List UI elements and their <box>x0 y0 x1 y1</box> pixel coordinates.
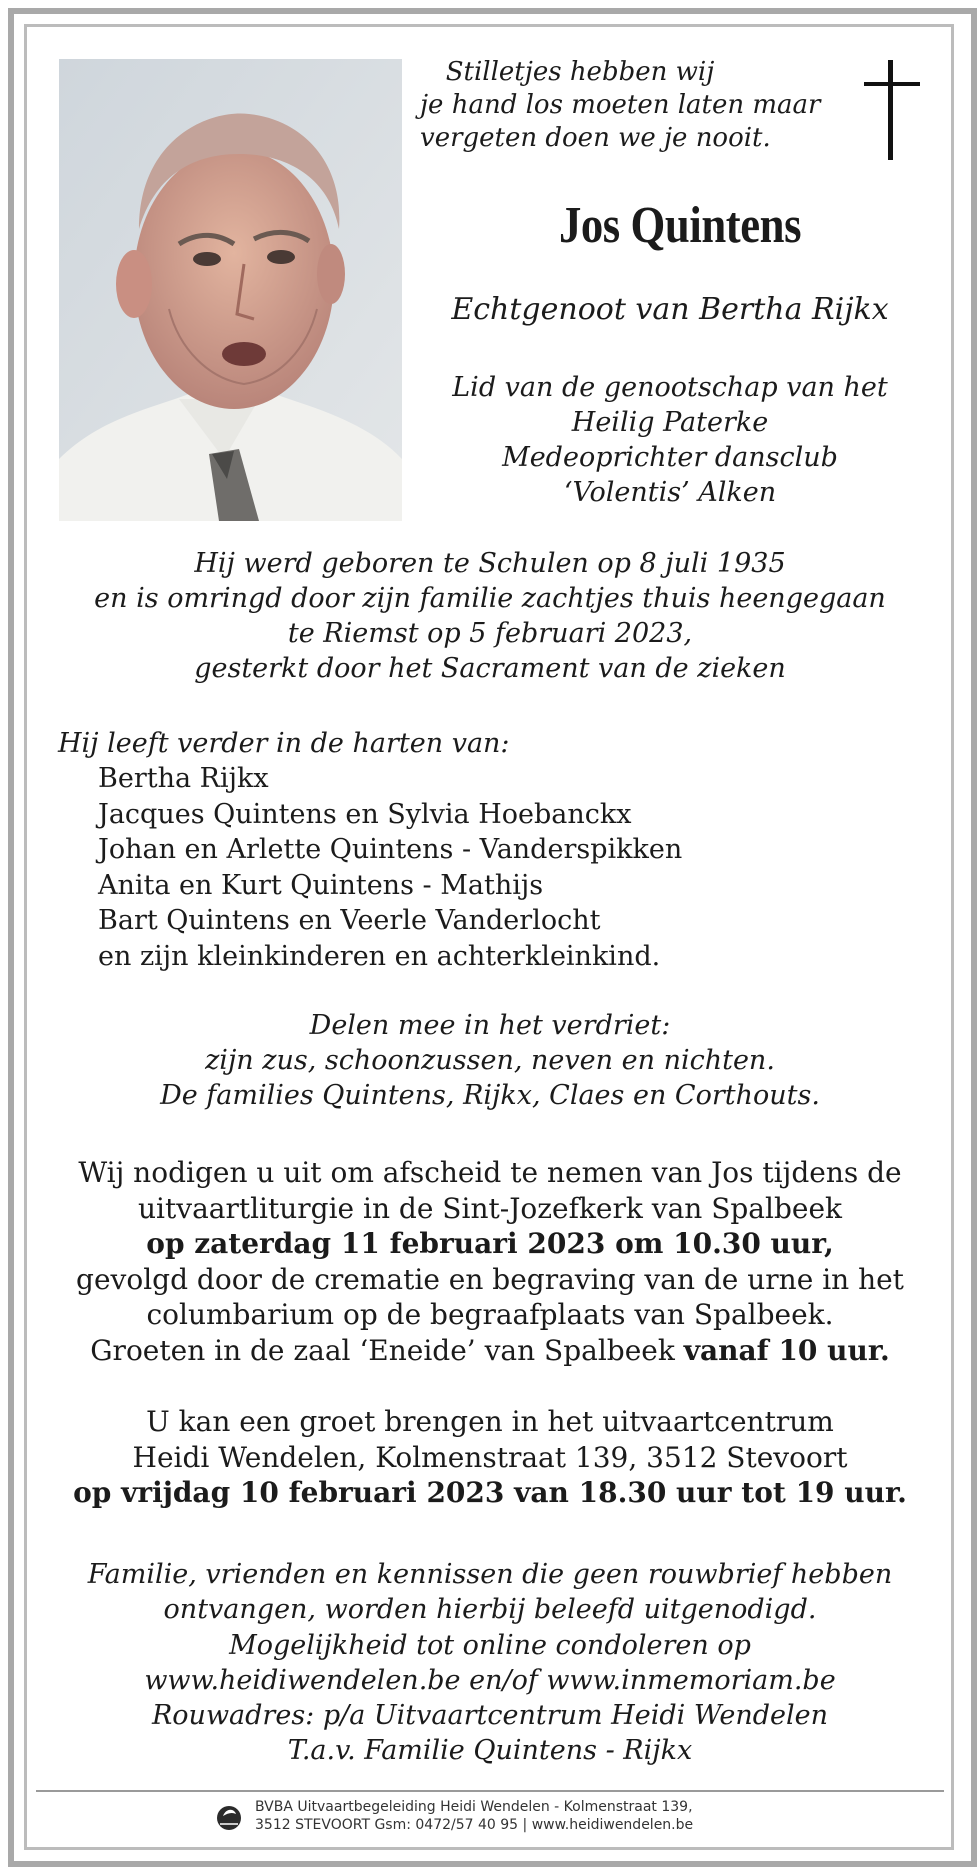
cross-icon <box>864 60 920 160</box>
birth-death-line: gesterkt door het Sacrament van de zieken <box>194 653 786 684</box>
funeral-date: op zaterdag 11 februari 2023 om 10.30 uur, <box>146 1227 834 1260</box>
closing-line: Mogelijkheid tot online condoleren op <box>229 1629 751 1661</box>
greeting-text: Groeten in de zaal ‘Eneide’ van Spalbeek <box>90 1333 684 1367</box>
birth-death-line: Hij werd geboren te Schulen op 8 juli 1935 <box>194 548 786 579</box>
survivor-name: Johan en Arlette Quintens - Vanderspikken <box>98 834 683 865</box>
greeting-time: vanaf 10 uur. <box>683 1333 890 1367</box>
membership-line: Heilig Paterke <box>571 407 769 438</box>
sharing-grief <box>60 1008 920 1113</box>
membership-line: ‘Volentis’ Alken <box>563 477 777 508</box>
visitation-line: Heidi Wendelen, Kolmenstraat 139, 3512 Stevoort <box>132 1440 848 1474</box>
sharing-line: De families Quintens, Rijkx, Claes en Corthouts. <box>160 1080 820 1111</box>
footer-line: BVBA Uitvaartbegeleiding Heidi Wendelen - Kolmenstraat 139, <box>255 1799 693 1815</box>
birth-death-line: te Riemst op 5 februari 2023, <box>287 618 693 649</box>
sharing-line: zijn zus, schoonzussen, neven en nichten. <box>205 1045 775 1076</box>
membership-line: Medeoprichter dansclub <box>502 442 838 473</box>
poem-line: je hand los moeten laten maar <box>420 90 821 120</box>
visitation-line: U kan een groet brengen in het uitvaartcentrum <box>146 1405 834 1438</box>
survivor-name: Jacques Quintens en Sylvia Hoebanckx <box>98 798 632 830</box>
footer-divider <box>36 1790 944 1792</box>
invitation-line: Wij nodigen u uit om afscheid te nemen van Jos tijdens de <box>78 1156 902 1189</box>
closing-line: Familie, vrienden en kennissen die geen rouwbrief hebben <box>87 1559 893 1590</box>
invitation-line: columbarium op de begraafplaats van Spalbeek. <box>146 1298 834 1331</box>
birth-death-text <box>60 546 920 686</box>
invitation-line: uitvaartliturgie in de Sint-Jozefkerk van Spalbeek <box>138 1191 842 1225</box>
survivors-list <box>98 761 918 974</box>
spouse-line: Echtgenoot van Bertha Rijkx <box>451 292 889 327</box>
survivor-name: Bertha Rijkx <box>98 763 269 794</box>
footer-address <box>255 1798 855 1834</box>
memberships <box>440 370 900 510</box>
poem-line: vergeten doen we je nooit. <box>420 123 771 153</box>
survivor-name: Anita en Kurt Quintens - Mathijs <box>98 869 544 901</box>
survivor-name: en zijn kleinkinderen en achterkleinkind. <box>98 940 661 972</box>
birth-death-line: en is omringd door zijn familie zachtjes thuis heengegaan <box>94 583 886 614</box>
poem-line: Stilletjes hebben wij <box>445 57 715 87</box>
visitation-info <box>40 1404 940 1511</box>
funeral-home-logo-icon <box>214 1802 244 1832</box>
closing-notice <box>60 1557 920 1769</box>
closing-line: ontvangen, worden hierbij beleefd uitgenodigd. <box>163 1594 817 1626</box>
condolence-links: www.heidiwendelen.be en/of www.inmemoriam.be <box>144 1664 836 1696</box>
invitation-line: gevolgd door de crematie en begraving van de urne in het <box>76 1262 904 1296</box>
deceased-name: Jos Quintens <box>558 197 802 254</box>
portrait-photo <box>59 59 402 521</box>
survivors-intro: Hij leeft verder in de harten van: <box>58 728 510 759</box>
invitation-line <box>40 1333 940 1369</box>
sharing-line: Delen mee in het verdriet: <box>309 1010 671 1041</box>
visitation-date: op vrijdag 10 februari 2023 van 18.30 uur tot 19 uur. <box>73 1476 907 1509</box>
footer-line: 3512 STEVOORT Gsm: 0472/57 40 95 | www.heidiwendelen.be <box>255 1817 694 1833</box>
membership-line: Lid van de genootschap van het <box>452 372 888 403</box>
closing-line: T.a.v. Familie Quintens - Rijkx <box>287 1735 693 1767</box>
closing-line: Rouwadres: p/a Uitvaartcentrum Heidi Wendelen <box>151 1700 829 1732</box>
funeral-invitation <box>40 1155 940 1368</box>
poem <box>420 56 821 155</box>
survivor-name: Bart Quintens en Veerle Vanderlocht <box>98 905 601 936</box>
